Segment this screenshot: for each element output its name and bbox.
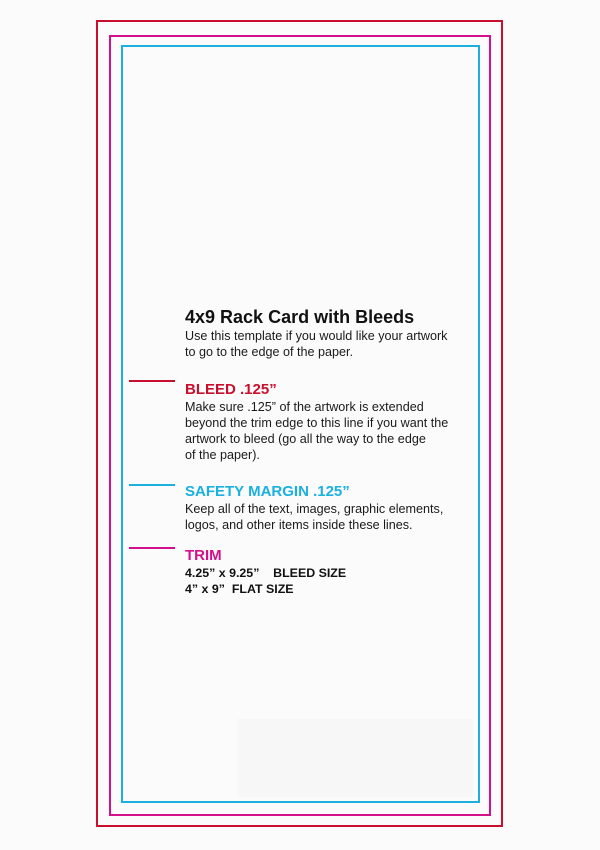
bleed-line-3: artwork to bleed (go all the way to the edge [185,432,426,446]
instructions-block [185,306,485,597]
intro-line-2: to go to the edge of the paper. [185,345,354,359]
bleed-legend-line [129,380,175,382]
safety-legend-line [129,484,175,486]
flat-size-text: 4” x 9” FLAT SIZE [185,582,294,596]
bleed-heading: BLEED .125” [185,381,277,398]
bleed-size-text: 4.25” x 9.25” BLEED SIZE [185,566,347,580]
intro-line-1: Use this template if you would like your artwork [185,329,448,343]
bleed-line-1: Make sure .125” of the artwork is extended [185,400,424,414]
safety-heading: SAFETY MARGIN .125” [185,483,350,500]
document-title: 4x9 Rack Card with Bleeds [185,307,415,327]
safety-line-1: Keep all of the text, images, graphic elements, [185,502,444,516]
trim-legend-line [129,547,175,549]
bleed-line-2: beyond the trim edge to this line if you want the [185,416,449,430]
trim-heading: TRIM [185,547,222,564]
bleed-line-4: of the paper). [185,448,260,462]
faint-placeholder-area [237,719,473,797]
safety-line-2: logos, and other items inside these lines. [185,518,413,532]
